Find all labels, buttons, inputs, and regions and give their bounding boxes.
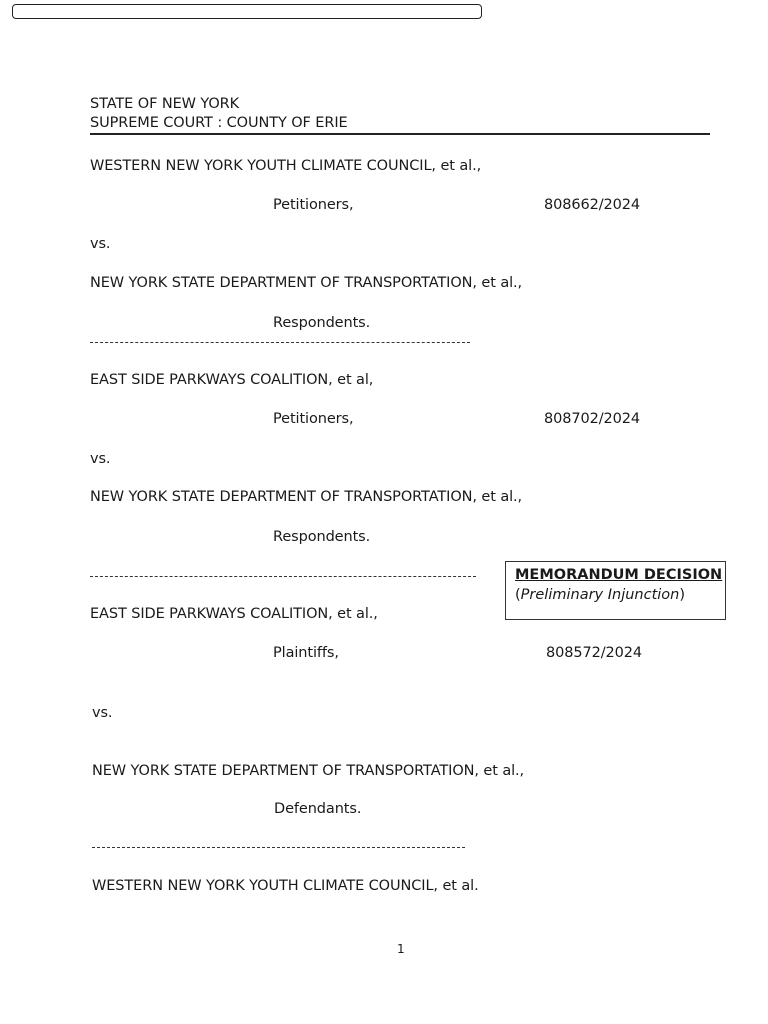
page-number: 1	[397, 942, 405, 956]
case1-vs: vs.	[90, 236, 111, 252]
case4-party: WESTERN NEW YORK YOUTH CLIMATE COUNCIL, et al.	[92, 878, 479, 894]
case1-respondent: NEW YORK STATE DEPARTMENT OF TRANSPORTATION, et al.,	[90, 275, 523, 291]
case1-petitioner: WESTERN NEW YORK YOUTH CLIMATE COUNCIL, et al.,	[90, 158, 482, 174]
case3-vs: vs.	[92, 705, 113, 721]
court-state: STATE OF NEW YORK	[90, 96, 240, 112]
case3-defendant: NEW YORK STATE DEPARTMENT OF TRANSPORTATION, et al.,	[92, 763, 525, 779]
decision-subtitle: (Preliminary Injunction)	[515, 587, 686, 603]
decision-box	[505, 561, 726, 620]
case1-petitioner-role: Petitioners,	[273, 197, 354, 213]
header-rule	[90, 133, 710, 135]
decision-title: MEMORANDUM DECISION	[515, 567, 723, 583]
separator-2	[90, 576, 476, 577]
case2-vs: vs.	[90, 451, 111, 467]
top-bar	[12, 4, 482, 19]
case3-plaintiff: EAST SIDE PARKWAYS COALITION, et al.,	[90, 606, 378, 622]
case2-petitioner-role: Petitioners,	[273, 411, 354, 427]
case2-petitioner: EAST SIDE PARKWAYS COALITION, et al,	[90, 372, 374, 388]
case3-defendant-role: Defendants.	[274, 801, 362, 817]
case2-respondent-role: Respondents.	[273, 529, 371, 545]
case2-respondent: NEW YORK STATE DEPARTMENT OF TRANSPORTATION, et al.,	[90, 489, 523, 505]
separator-1	[90, 342, 470, 343]
case2-index-number: 808702/2024	[544, 411, 641, 427]
case3-index-number: 808572/2024	[546, 645, 643, 661]
case1-index-number: 808662/2024	[544, 197, 641, 213]
separator-3	[92, 847, 465, 848]
case1-respondent-role: Respondents.	[273, 315, 371, 331]
case3-plaintiff-role: Plaintiffs,	[273, 645, 339, 661]
court-county: SUPREME COURT : COUNTY OF ERIE	[90, 115, 348, 131]
decision-subtitle-italic: Preliminary Injunction	[520, 587, 680, 603]
